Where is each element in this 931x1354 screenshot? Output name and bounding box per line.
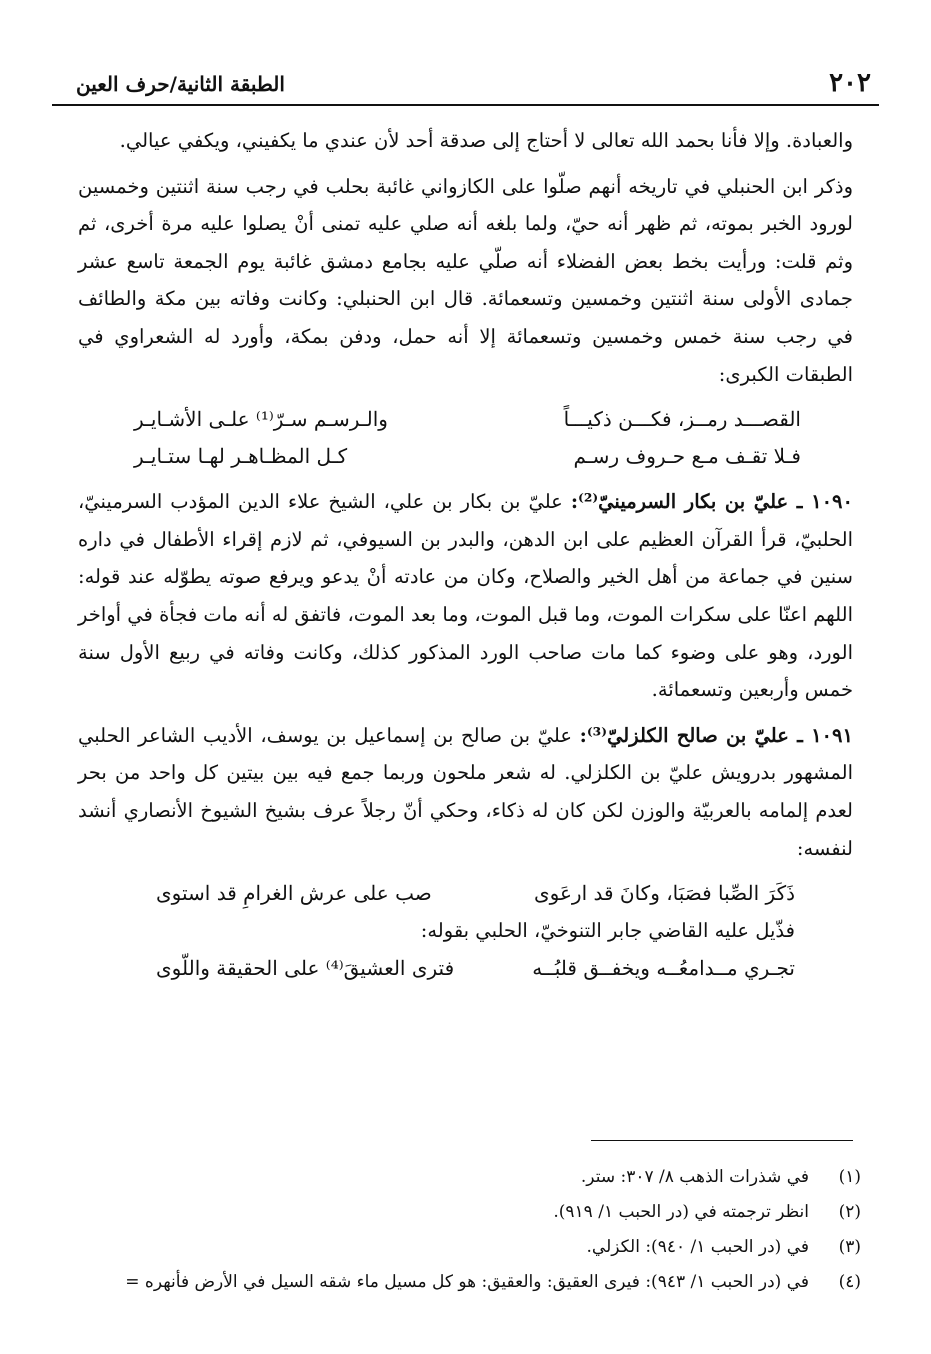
footnote-2 <box>60 1195 861 1230</box>
poem1-verse-2-first-hemistich: فـلا تقـف مـع حـروف رسـم <box>573 444 801 469</box>
page-header <box>52 66 879 100</box>
footnote-text: في شذرات الذهب ٨/ ٣٠٧: ستر. <box>580 1167 809 1187</box>
paragraph-ibn-hanbali: وذكر ابن الحنبلي في تاريخه أنهم صلّوا على الكازواني غائبة بحلب في رجب سنة اثنتين وخمسين لورود الخبر بموته، ثم ظهر أنه حيّ، ولما بلغه أنه صلي عليه تمنى أنْ يصلوا عليه مرة أخرى، ثم وثم قلت: ورأيت بخط بعض الفضلاء أنه صلّي عليه بجامع دمشق غائبة يوم الجمعة تاسع عشر جمادى الأولى سنة اثنتين وخمسين وتسعمائة. قال ابن الحنبلي: وكانت وفاته بين مكة والطائف في رجب سنة خمس وخمسين وتسعمائة إلا أنه حمل، ودفن بمكة، وأورد له الشعراوي في الطبقات الكبرى: <box>78 174 853 386</box>
paragraph-continuation: والعبادة. وإلا فأنا بحمد الله تعالى لا أحتاج إلى صدقة أحد لأن عندي ما يكفيني، ويكفي عيالي. <box>119 129 853 152</box>
page-body <box>78 122 853 987</box>
paragraph-gap <box>78 709 853 717</box>
footnote-text: انظر ترجمته في (در الحبب ١/ ٩١٩). <box>553 1202 809 1222</box>
poem2-verse-2-second-hemistich: فترى العشيقَ⁽⁴⁾ على الحقيقة واللّوى <box>156 955 455 980</box>
running-title: الطبقة الثانية/حرف العين <box>76 72 285 96</box>
footnote-separator <box>591 1140 853 1141</box>
poem2-verse-2-first-hemistich: تجـري مــدامعُــه ويخفــق قلبُــه <box>532 955 795 980</box>
footnote-text: في (در الحبب ١/ ٩٤٠): الكزلي. <box>586 1237 809 1257</box>
poem2-intro-line: فذّيل عليه القاضي جابر التنوخيّ، الحلبي بقوله: <box>420 919 795 943</box>
footnote-number: (٤) <box>838 1272 861 1292</box>
entry-1091 <box>78 717 853 867</box>
footnote-3 <box>60 1230 861 1265</box>
poem1-verse-1-first-hemistich: القصـــد رمــز، فكـــن ذكيـــاً <box>563 407 801 432</box>
paragraph-gap <box>78 393 853 401</box>
entry-1091-text: عليّ بن صالح بن إسماعيل بن يوسف، الأديب الشاعر الحلبي المشهور بدرويش عليّ بن الكلزلي. له شعر ملحون وربما جمع فيه بين بيتين كل واحد من بحر لعدم إلمامه بالعربيّة والوزن لكن كان له ذكاء، وحكي أنّ رجلاً عرف بشيخ الشيوخ الأنصاري أنشد لنفسه: <box>78 723 853 860</box>
poem2-verse-1-first-hemistich: ذَكَرَ الصِّبا فصَبَا، وكانَ قد ارعَوى <box>533 881 795 906</box>
footnote-number: (٣) <box>838 1237 861 1257</box>
footnote-1 <box>60 1160 861 1195</box>
paragraph-gap <box>78 475 853 483</box>
entry-1090-heading: ١٠٩٠ ـ عليّ بن بكار السرمينيّ⁽²⁾: <box>570 490 853 514</box>
poem1-verse-1 <box>78 401 853 438</box>
entry-1091-heading: ١٠٩١ ـ عليّ بن صالح الكلزليّ⁽³⁾: <box>579 723 853 747</box>
footnote-number: (٢) <box>838 1202 861 1222</box>
paragraph-gap <box>78 867 853 875</box>
header-rule <box>52 104 879 106</box>
footnotes <box>60 1160 861 1300</box>
poem2-verse-1 <box>78 875 853 912</box>
entry-1090-text: عليّ بن بكار بن علي، الشيخ علاء الدين المؤدب السرمينيّ، الحلبيّ، قرأ القرآن العظيم على ابن الدهن، والبدر بن السيوفي، ثم لازم إقراء الأطفال في داره سنين في جماعة من أهل الخير والصلاح، وكان من عادته أنْ يدعو ويرفع صوته يطوّله عند قوله: اللهم اعنّا على سكرات الموت، وما قبل الموت، وما بعد الموت، فاتفق له أنه مات فجأة في أواخر الورد، وهو على وضوء كما مات صاحب الورد المذكور كذلك، وكانت وفاته في ربيع الأول سنة خمس وأربعين وتسعمائة. <box>78 490 853 702</box>
poem1-verse-2 <box>78 438 853 475</box>
entry-1090 <box>78 483 853 709</box>
footnote-text: في (در الحبب ١/ ٩٤٣): فيرى العقيق: والعقيق: هو كل مسيل ماء شقه السيل في الأرض فأنهره = <box>125 1272 809 1292</box>
paragraph-gap <box>78 160 853 168</box>
page-number: ٢٠٢ <box>829 68 871 98</box>
poem1-verse-1-second-hemistich: والـرسـم سـرّ⁽¹⁾ علـى الأشـايـر <box>134 407 388 432</box>
footnote-number: (١) <box>838 1167 861 1187</box>
poem2-verse-2 <box>78 950 853 987</box>
poem1-verse-2-second-hemistich: كـل المظـاهـر لهـا ستـايـر <box>134 444 348 469</box>
poem2-verse-1-second-hemistich: صب على عرش الغرامِ قد استوى <box>156 881 432 906</box>
footnote-4 <box>60 1265 861 1300</box>
